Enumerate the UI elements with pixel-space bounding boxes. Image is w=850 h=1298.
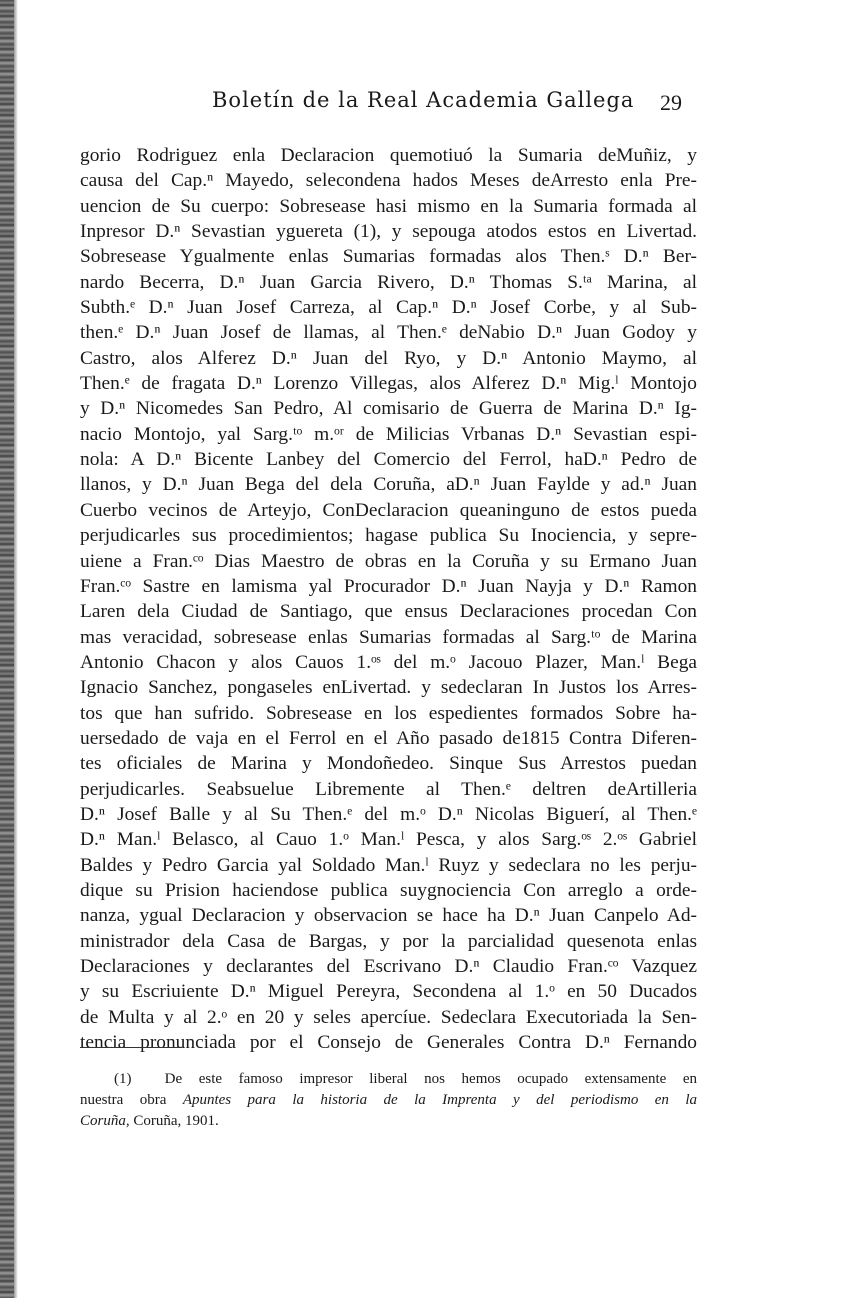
- text-line: Subth.ᵉ D.ⁿ Juan Josef Carreza, al Cap.ⁿ D.ⁿ Josef Corbe, y al Sub-: [80, 297, 697, 319]
- text-line: tencia pronunciada por el Consejo de Generales Contra D.ⁿ Fernando: [80, 1032, 697, 1054]
- running-title: Boletín de la Real Academia Gallega: [212, 88, 635, 112]
- text-line: then.ᵉ D.ⁿ Juan Josef de llamas, al Then.ᵉ deNabio D.ⁿ Juan Godoy y: [80, 322, 697, 344]
- text-line: nola: A D.ⁿ Bicente Lanbey del Comercio del Ferrol, haD.ⁿ Pedro de: [80, 449, 697, 471]
- text-line: nanza, ygual Declaracion y observacion se hace ha D.ⁿ Juan Canpelo Ad-: [80, 905, 697, 927]
- text-line: gorio Rodriguez enla Declaracion quemotiuó la Sumaria deMuñiz, y: [80, 145, 697, 166]
- body-text: [80, 143, 697, 1055]
- binding-shadow: [14, 0, 18, 1298]
- text-line: Antonio Chacon y alos Cauos 1.ᵒˢ del m.ᵒ Jacouo Plazer, Man.ˡ Bega: [80, 651, 697, 673]
- footnote-separator: [80, 1047, 182, 1048]
- text-line: de Multa y al 2.ᵒ en 20 y seles apercíue. Sedeclara Executoriada la Sen-: [80, 1006, 697, 1028]
- page-number: 29: [660, 90, 682, 115]
- text-line: Inpresor D.ⁿ Sevastian ygueretа (1), y sepouga atodos estos en Livertad.: [80, 221, 697, 243]
- text-line: dique su Prision haciendose publica suygnociencia Con arreglo a orde-: [80, 879, 697, 901]
- text-line: Declaraciones y declarantes del Escrivano D.ⁿ Claudio Fran.ᶜᵒ Vazquez: [80, 956, 697, 977]
- text-line: Sobresease Ygualmente enlas Sumarias formadas alos Then.ˢ D.ⁿ Ber-: [80, 246, 697, 268]
- text-line: tes oficiales de Marina y Mondoñedeo. Sinque Sus Arrestos puedan: [80, 753, 697, 775]
- footnote-line-3: Coruña, Coruña, 1901.: [80, 1113, 219, 1129]
- text-line: causa del Cap.ⁿ Mayedo, selecondena hados Meses deArresto enla Pre-: [80, 170, 697, 192]
- text-line: Castro, alos Alferez D.ⁿ Juan del Ryo, y D.ⁿ Antonio Maymo, al: [80, 347, 697, 369]
- text-line: Baldes y Pedro Garcia yal Soldado Man.ˡ Ruyz y sedeclara no les perju-: [80, 854, 697, 876]
- page-header: [212, 88, 682, 118]
- text-line: y D.ⁿ Nicomedes San Pedro, Al comisario de Guerra de Marina D.ⁿ Ig-: [80, 398, 697, 420]
- book-binding-edge: [0, 0, 14, 1298]
- text-line: uencion de Su cuerpo: Sobresease hasi mismo en la Sumaria formada al: [80, 195, 697, 217]
- text-line: y su Escriuiente D.ⁿ Miguel Pereyra, Secondena al 1.ᵒ en 50 Ducados: [80, 981, 697, 1003]
- text-line: Then.ᵉ de fragata D.ⁿ Lorenzo Villegas, alos Alferez D.ⁿ Mig.ˡ Montojo: [80, 373, 697, 395]
- text-line: D.ⁿ Josef Balle y al Su Then.ᵉ del m.ᵒ D.ⁿ Nicolas Biguerí, al Then.ᵉ: [80, 803, 697, 825]
- footnote: [80, 1069, 697, 1132]
- text-line: mas veracidad, sobresease enlas Sumarias formadas al Sarg.ᵗᵒ de Marina: [80, 626, 697, 648]
- text-line: llanos, y D.ⁿ Juan Bega del dela Coruña, aD.ⁿ Juan Faylde y ad.ⁿ Juan: [80, 474, 697, 496]
- text-line: tos que han sufrido. Sobresease en los espedientes formados Sobre ha-: [80, 702, 697, 724]
- text-line: D.ⁿ Man.ˡ Belasco, al Cauo 1.ᵒ Man.ˡ Pesca, y alos Sarg.ᵒˢ 2.ᵒˢ Gabriel: [80, 829, 697, 851]
- text-line: Laren dela Ciudad de Santiago, que ensus Declaraciones procedan Con: [80, 601, 697, 623]
- footnote-work-title: Apuntes para la historia de la Imprenta y del periodismo en la: [182, 1092, 698, 1108]
- text-line: uiene a Fran.ᶜᵒ Dias Maestro de obras en la Coruña y su Ermano Juan: [80, 550, 697, 572]
- text-line: uersedado de vaja en el Ferrol en el Año pasado de1815 Contra Diferen-: [80, 727, 697, 749]
- footnote-line-2: nuestra obra Apuntes para la historia de la Imprenta y del periodismo en la: [80, 1092, 698, 1108]
- text-line: perjudicarles. Seabsuelue Libremente al Then.ᵉ deltren deArtilleria: [80, 778, 697, 800]
- text-line: Cuerbo vecinos de Arteyjo, ConDeclaracion queaninguno de estos pueda: [80, 499, 697, 521]
- text-line: Fran.ᶜᵒ Sastre en lamisma yal Procurador D.ⁿ Juan Nayja y D.ⁿ Ramon: [80, 575, 697, 597]
- text-line: ministrador dela Casa de Bargas, y por la parcialidad quesenota enlas: [80, 930, 697, 952]
- text-line: perjudicarles sus procedimientos; hagase publica Su Inociencia, y sepre-: [80, 525, 697, 547]
- footnote-line-1: (1) De este famoso impresor liberal nos hemos ocupado extensamente en: [114, 1071, 698, 1087]
- text-line: nardo Becerra, D.ⁿ Juan Garcia Rivero, D.ⁿ Thomas S.ᵗᵃ Marina, al: [80, 271, 697, 293]
- text-line: nacio Montojo, yal Sarg.ᵗᵒ m.ᵒʳ de Milicias Vrbanas D.ⁿ Sevastian espi-: [80, 423, 697, 445]
- footnote-marker: (1): [114, 1071, 132, 1087]
- text-line: Ignacio Sanchez, pongaseles enLivertad. y sedeclaran In Justos los Arres-: [80, 677, 697, 699]
